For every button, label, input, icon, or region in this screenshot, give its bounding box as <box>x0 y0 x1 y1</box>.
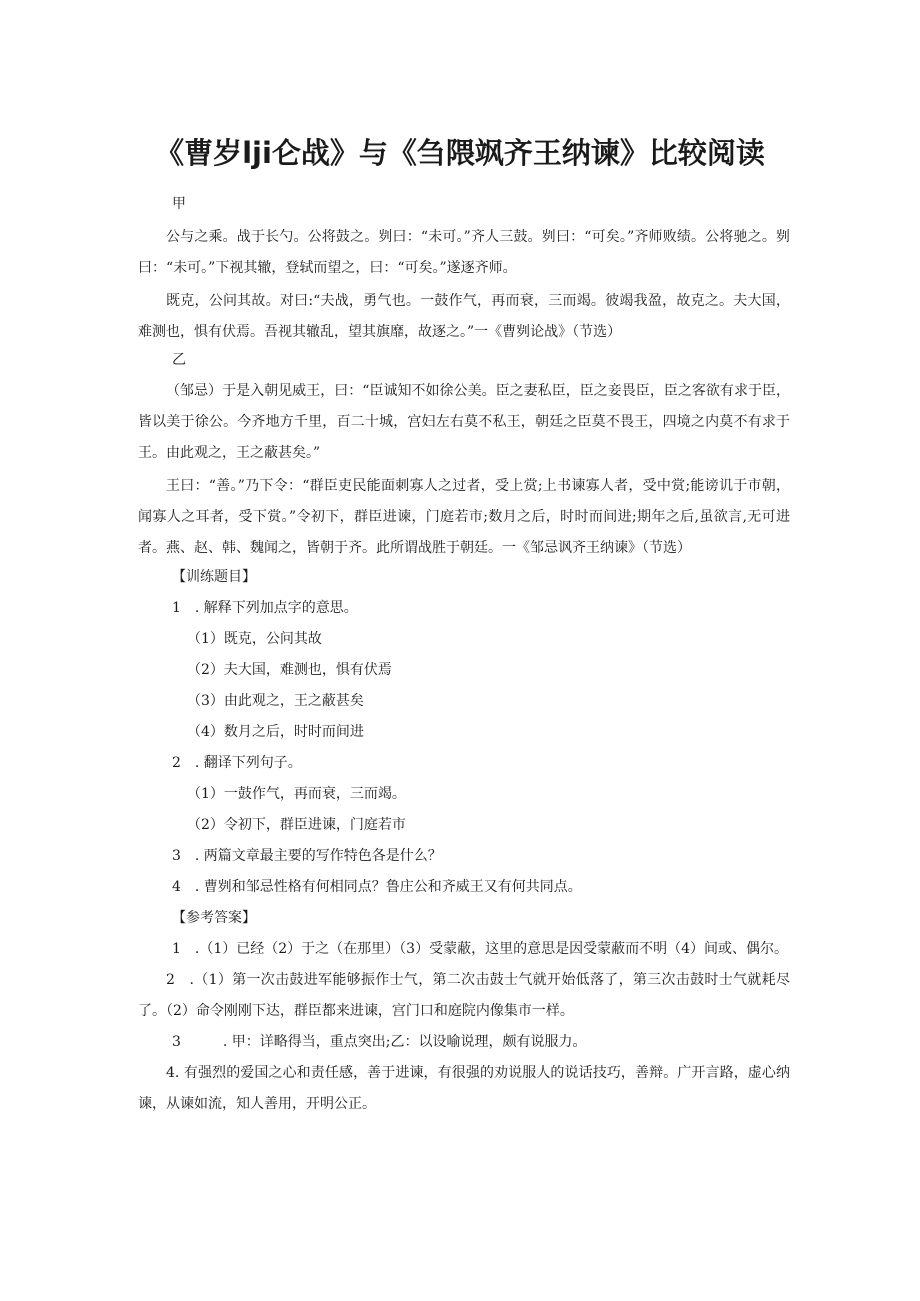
question-1: 1 . 解释下列加点字的意思。 <box>172 600 358 616</box>
question-1-item-3: （3）由此观之，王之蔽甚矣 <box>187 693 364 709</box>
question-2-item-2: （2）令初下，群臣进谏，门庭若市 <box>187 817 406 833</box>
exercises-heading: 【训练题目】 <box>172 569 256 585</box>
answer-3: 3 . 甲：详略得当，重点突出;乙：以设喻说理，颇有说服力。 <box>172 1034 587 1050</box>
answer-4: 4. 有强烈的爱国之心和责任感，善于进谏，有很强的劝说服人的说话技巧，善辩。广开言路，虚心纳谏，从谏如流，知人善用，开明公正。 <box>138 1065 790 1112</box>
answer-1: 1 .（1）已经（2）于之（在那里）（3）受蒙蔽，这里的意思是因受蒙蔽而不明（4）间或、偶尔。 <box>172 941 788 957</box>
answer-2: 2 .（1）第一次击鼓进军能够振作士气，第二次击鼓士气就开始低落了，第三次击鼓时士气就耗尽了。（2）命令刚刚下达，群臣都来进谏，宫门口和庭院内像集市一样。 <box>138 972 790 1019</box>
section-jia-paragraph-2: 既克，公问其故。对曰:“夫战，勇气也。一鼓作气，再而衰，三而竭。彼竭我盈，故克之。夫大国，难测也，惧有伏焉。吾视其辙乱，望其旗靡，故逐之。”一《曹刿论战》（节选） <box>138 293 790 340</box>
answer-4-block <box>138 1058 790 1120</box>
section-yi-label: 乙 <box>172 352 186 368</box>
question-2: 2 . 翻译下列句子。 <box>172 755 302 771</box>
answers-heading: 【参考答案】 <box>172 910 256 926</box>
question-3: 3 . 两篇文章最主要的写作特色各是什么？ <box>172 848 442 864</box>
question-1-item-4: （4）数月之后，时时而间进 <box>187 724 364 740</box>
section-jia-text <box>138 222 790 348</box>
section-jia-paragraph-1: 公与之乘。战于长勺。公将鼓之。刿曰：“未可。”齐人三鼓。刿曰：“可矣。”齐师败绩。公将驰之。刿曰：“未可。”下视其辙，登轼而望之，曰：“可矣。”遂逐齐师。 <box>138 229 790 276</box>
section-jia-label: 甲 <box>172 196 186 212</box>
question-1-item-1: （1）既克，公问其故 <box>187 631 322 647</box>
section-yi-paragraph-1: （邹忌）于是入朝见威王，曰：“臣诚知不如徐公美。臣之妻私臣，臣之妾畏臣，臣之客欲有求于臣，皆以美于徐公。今齐地方千里，百二十城，宫妇左右莫不私王，朝廷之臣莫不畏王，四境之内莫不有求于王。由此观之，王之蔽甚矣。” <box>138 383 790 461</box>
question-4: 4 . 曹刿和邹忌性格有何相同点？鲁庄公和齐威王又有何共同点。 <box>172 879 582 895</box>
page-title: 《曹岁lji仑战》与《刍隈飒齐王纳谏》比较阅读 <box>155 136 765 170</box>
section-yi-text <box>138 376 790 564</box>
answer-2-block <box>138 965 790 1027</box>
question-2-item-1: （1）一鼓作气，再而衰，三而竭。 <box>187 786 406 802</box>
question-1-item-2: （2）夫大国，难测也，惧有伏焉 <box>187 662 392 678</box>
section-yi-paragraph-2: 王曰：“善。”乃下令：“群臣吏民能面刺寡人之过者，受上赏;上书谏寡人者，受中赏;能谤讥于市朝，闻寡人之耳者，受下赏。”令初下，群臣进谏，门庭若市;数月之后，时时而间进;期年之后,虽欲言,无可进者。燕、赵、韩、魏闻之，皆朝于齐。此所谓战胜于朝廷。一《邹忌讽齐王纳谏》（节选） <box>138 478 790 556</box>
